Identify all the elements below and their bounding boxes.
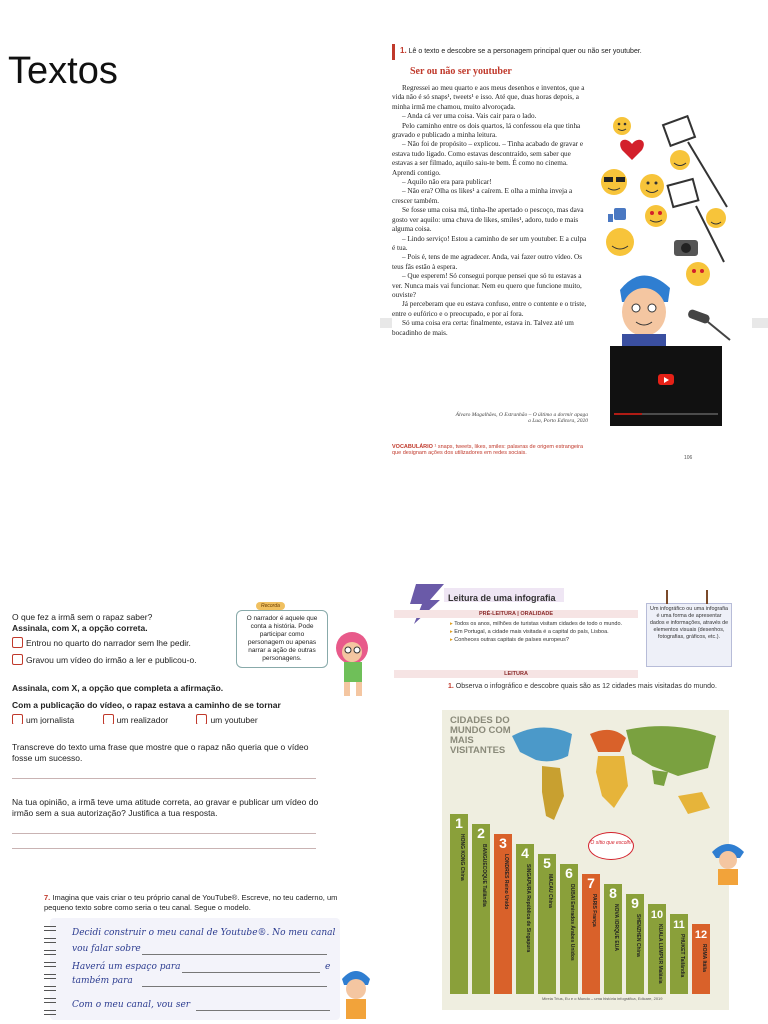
- city-rank: 1: [455, 815, 463, 831]
- vocabulary-label: VOCABULÁRIO: [392, 444, 433, 450]
- city-rank: 4: [521, 845, 529, 861]
- like-icon: [608, 208, 626, 222]
- city-name: LONDRES Reino Unido: [503, 854, 509, 910]
- option-label: um jornalista: [26, 715, 75, 724]
- city-name: KUALA LUMPUR Malásia: [657, 924, 663, 984]
- vocabulary-text: ¹ snaps, tweets, likes, smiles: palavras de origem estrangeira que designam ações dos utilizadores em redes sociais.: [392, 444, 584, 456]
- emoji-icon: [613, 117, 631, 135]
- worksheet-q3: [12, 742, 322, 779]
- list-item: [450, 620, 638, 628]
- boy-character-icon: [338, 965, 374, 1021]
- spiral-ring: [44, 950, 56, 955]
- spiral-ring: [44, 986, 56, 991]
- option-row[interactable]: [12, 654, 232, 666]
- emoji-icon: [601, 169, 627, 195]
- story-paragraph: – Aquilo não era para publicar!: [402, 178, 492, 187]
- checkbox[interactable]: [12, 654, 23, 665]
- city-name: ROMA Itália: [701, 944, 707, 972]
- leitura-label: LEITURA: [504, 671, 528, 677]
- option-row[interactable]: [196, 715, 257, 724]
- bullet-icon: ▸: [450, 621, 455, 627]
- city-rank: 6: [565, 865, 573, 881]
- lightning-icon: [408, 584, 444, 624]
- option-label: Gravou um vídeo do irmão a ler e publicou-o.: [26, 655, 197, 665]
- emoji-icon: [640, 174, 664, 198]
- option-row[interactable]: [103, 715, 169, 724]
- story-page: [392, 42, 732, 468]
- leitura-bar: [394, 670, 638, 678]
- prelit-bar: [394, 610, 638, 618]
- city-name: NOVA IORQUE EUA: [613, 904, 619, 951]
- notebook-line: também para: [72, 976, 133, 986]
- story-paragraph: – Pois é, tens de me agradecer. Anda, vai fazer outro vídeo. Os teus fãs estão à espera.: [392, 253, 583, 271]
- city-rank: 11: [673, 919, 685, 931]
- instruction: Assinala, com X, a opção correta.: [12, 623, 148, 633]
- city-name: SHENZHEN China: [635, 914, 641, 957]
- infographic-map: [442, 710, 729, 1010]
- infographic-question: [448, 682, 728, 691]
- story-title: Ser ou não ser youtuber: [410, 66, 512, 77]
- story-paragraph: – Não era? Olha os likes¹ a caírem. E olha a minha inveja a crescer também.: [392, 187, 573, 205]
- notebook-line: Decidi construir o meu canal de Youtube®. No meu canal: [72, 928, 336, 938]
- option-label: Entrou no quarto do narrador sem lhe pedir.: [26, 638, 191, 648]
- youtuber-illustration: [592, 112, 732, 462]
- note-text: O narrador é aquele que conta a história. Pode participar como personagem ou apenas narrar a ação de outras personagens.: [236, 610, 328, 668]
- boy-icon: [620, 275, 670, 348]
- spiral-ring: [44, 938, 56, 943]
- city-rank: 3: [499, 835, 507, 851]
- city-rank: 7: [587, 875, 595, 891]
- bullet-icon: ▸: [450, 637, 455, 643]
- spiral-ring: [44, 974, 56, 979]
- story-body: [392, 84, 590, 338]
- city-rank: 2: [477, 825, 485, 841]
- page-title: Textos: [8, 50, 118, 92]
- spiral-ring: [44, 998, 56, 1003]
- notebook-line: Com o meu canal, vou ser: [72, 1000, 191, 1010]
- question-text: Transcreve do texto uma frase que mostre que o rapaz não queria que o vídeo fosse um sucesso.: [12, 742, 309, 763]
- camera-icon: [674, 240, 698, 256]
- worksheet-q4: [12, 797, 322, 849]
- story-paragraph: Regressei ao meu quarto e aos meus desenhos e inventos, que a vida não é só snaps¹, tweets¹ e isso. Até que, duas horas depois, a minha irmã me chamou, muito alvoroçada.: [392, 84, 585, 111]
- checkbox[interactable]: [103, 714, 114, 724]
- option-label: um realizador: [116, 715, 169, 724]
- instruction: Assinala, com X, a opção que completa a afirmação.: [12, 683, 224, 693]
- city-name: BANGUECOQUE Tailândia: [481, 844, 487, 907]
- bullet-icon: ▸: [450, 629, 455, 635]
- city-rank: 12: [694, 929, 708, 941]
- city-name: PHUKET Tailândia: [679, 934, 685, 978]
- story-paragraph: – Anda cá ver uma coisa. Vais cair para o lado.: [402, 112, 537, 121]
- city-name: SINGAPURA República de Singapura: [525, 864, 531, 953]
- emoji-icon: [686, 262, 710, 286]
- story-source: Álvaro Magalhães, O Estranhão – O último a dormir apaga a Lua, Porto Editora, 2020: [455, 412, 588, 424]
- city-bars: [446, 770, 728, 1006]
- city-name: DUBAI Emirados Árabes Unidos: [569, 884, 575, 961]
- question-text: Na tua opinião, a irmã teve uma atitude correta, ao gravar e publicar um vídeo do irmão sem a sua autorização? Justifica a tua resposta.: [12, 797, 319, 818]
- section-header: [444, 588, 564, 602]
- page-number: 106: [684, 455, 693, 461]
- story-question: [400, 46, 700, 56]
- city-rank: 8: [609, 885, 617, 901]
- story-paragraph: Se fosse uma coisa má, tinha-lhe apertado o pescoço, mas dava gosto ver aquilo: uma chuva de likes, smiles¹, adoro, tudo e mais alguma coisa.: [392, 206, 584, 234]
- question-text: Imagina que vais criar o teu próprio canal de YouTube®. Escreve, no teu caderno, um pequeno texto sobre como seria o teu canal. Segue o modelo.: [44, 893, 338, 912]
- story-paragraph: Só uma coisa era certa: finalmente, estava in. Talvez até um bocadinho de mais.: [392, 319, 574, 337]
- city-name: MACAU China: [547, 874, 553, 908]
- city-name: HONG KONG China: [459, 834, 465, 881]
- checkbox[interactable]: [12, 637, 23, 648]
- notebook-line: e: [325, 962, 331, 972]
- notebook: [50, 918, 340, 1020]
- city-rank: 10: [650, 909, 664, 921]
- story-paragraph: Pelo caminho entre os dois quartos, lá confessou ela que tinha gravado e publicado a minha leitura.: [392, 121, 581, 140]
- question-text: Lê o texto e descobre se a personagem principal quer ou não ser youtuber.: [408, 48, 642, 55]
- list-item-text: Em Portugal, a cidade mais visitada é a capital do país, Lisboa.: [454, 629, 609, 635]
- question-number: 7.: [44, 893, 51, 902]
- spiral-ring: [44, 962, 56, 967]
- spiral-ring: [44, 926, 56, 931]
- spiral-ring: [44, 1010, 56, 1015]
- question-text: Observa o infográfico e descobre quais são as 12 cidades mais visitadas do mundo.: [455, 683, 717, 690]
- story-paragraph: – Não foi de propósito – explicou. – Tinha acabado de gravar e estava tudo ligado. Como estavas descontraído, sem saber que estavas a ser filmado, aquilo saiu-te bem. É como no cinema. Aprendi contigo.: [392, 140, 584, 177]
- section-title: Leitura de uma infografia: [448, 593, 556, 603]
- blank-line[interactable]: [196, 1010, 330, 1011]
- checkbox[interactable]: [12, 714, 23, 724]
- emoji-icon: [706, 208, 726, 228]
- definition-box: Um infográfico ou uma infografia é uma forma de apresentar dados e informações, através de elementos visuais (desenhos, fotografias, gráficos, etc.).: [646, 603, 732, 667]
- notebook-line: Haverá um espaço para: [72, 962, 181, 972]
- answer-line[interactable]: [12, 833, 316, 834]
- boy-character-icon: [708, 838, 748, 888]
- prelit-list: [450, 620, 638, 644]
- speech-bubble: O sítio que escolhi: [588, 832, 634, 860]
- infographic-source: Mireia Trius, Eu e o Mundo – uma história infográfica, Edicare, 2019: [542, 996, 663, 1001]
- answer-line[interactable]: [12, 778, 316, 779]
- worksheet-q7: [44, 893, 354, 913]
- question-number: 1.: [448, 683, 454, 690]
- statement: Com a publicação do vídeo, o rapaz estava a caminho de se tornar: [12, 700, 281, 710]
- recorda-note: [236, 602, 328, 668]
- page-edge: [752, 318, 768, 328]
- question-text: O que fez a irmã sem o rapaz saber?: [12, 612, 153, 622]
- city-rank: 5: [543, 855, 551, 871]
- blank-line[interactable]: [142, 986, 327, 987]
- pin: [666, 590, 668, 604]
- map-title: CIDADES DO MUNDO COM MAIS VISITANTES: [450, 715, 511, 756]
- notebook-line: vou falar sobre: [72, 944, 141, 954]
- story-paragraph: – Lindo serviço! Estou a caminho de ser um youtuber. E a culpa é tua.: [392, 234, 587, 252]
- option-row[interactable]: [12, 637, 232, 649]
- city-bar: [582, 874, 600, 994]
- list-item-text: Conheces outras capitais de países europeus?: [454, 637, 569, 643]
- list-item: [450, 628, 638, 636]
- heart-icon: [620, 140, 644, 160]
- prelit-label: PRÉ-LEITURA | ORALIDADE: [478, 611, 554, 617]
- option-list: [12, 714, 372, 724]
- note-badge: Recorda: [256, 602, 285, 610]
- pin: [706, 590, 708, 604]
- microphone-icon: [687, 308, 730, 340]
- city-rank: 9: [631, 895, 639, 911]
- question-number: 1.: [400, 46, 407, 55]
- blank-line[interactable]: [142, 954, 327, 955]
- vocabulary-note: [392, 444, 592, 456]
- question-marker: [392, 44, 395, 60]
- list-item: [450, 636, 638, 644]
- worksheet-q2: [12, 683, 372, 724]
- worksheet-q1: [12, 612, 232, 666]
- option-label: um youtuber: [210, 715, 258, 724]
- blank-line[interactable]: [182, 972, 320, 973]
- emoji-icon: [670, 150, 690, 170]
- checkbox[interactable]: [196, 714, 207, 724]
- page-edge: [380, 318, 392, 328]
- story-paragraph: – Que esperem! Só consegui porque pensei que só tu estavas a ver. Nunca mais vai funcionar. Nem eu quero que funcione muito, ouviste?: [392, 272, 582, 299]
- video-player-icon: [610, 346, 722, 426]
- story-paragraph: Já perceberam que eu estava confuso, entre o contente e o triste, entre o eufórico e o preocupado, e por aí fora.: [392, 300, 587, 318]
- answer-line[interactable]: [12, 848, 316, 849]
- city-name: PARIS França: [591, 894, 597, 927]
- option-row[interactable]: [12, 715, 74, 724]
- list-item-text: Todos os anos, milhões de turistas visitam cidades de todo o mundo.: [454, 621, 623, 627]
- emoji-icon: [606, 228, 634, 256]
- emoji-icon: [645, 205, 667, 227]
